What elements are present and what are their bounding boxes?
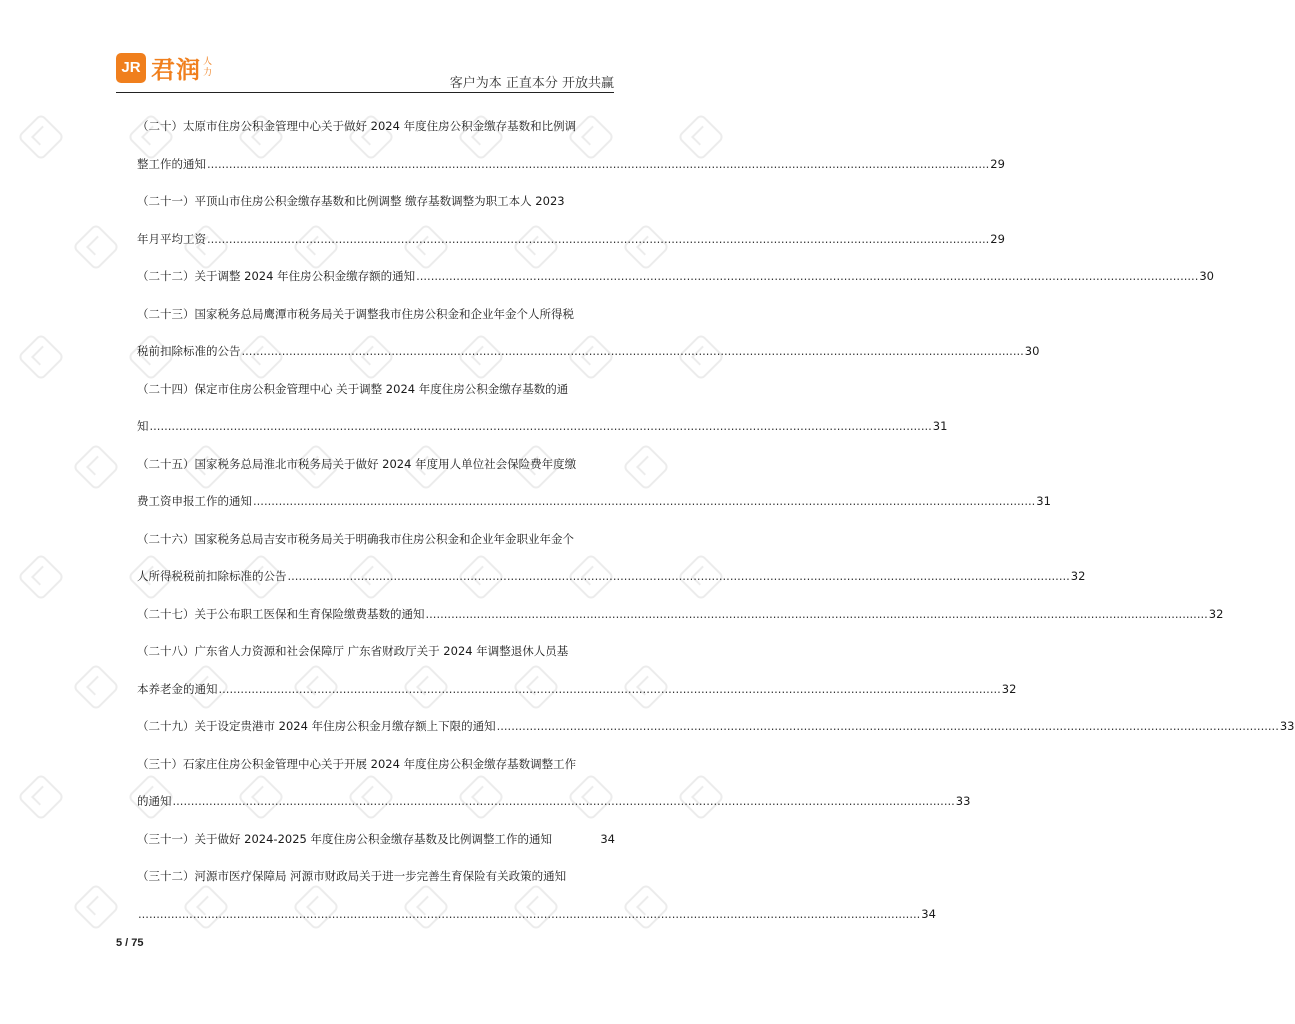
toc-entry-text: 年月平均工资 [137,231,206,246]
toc-entry-text: （二十六）国家税务总局吉安市税务局关于明确我市住房公积金和企业年金职业年金个 [137,531,574,546]
toc-line[interactable] [137,633,615,671]
logo-name: 君润 [151,56,201,84]
toc-line[interactable] [137,708,1295,746]
table-of-contents [137,108,1295,933]
page-header [116,50,614,92]
toc-line[interactable] [137,371,615,409]
toc-entry-text: （三十二）河源市医疗保障局 河源市财政局关于进一步完善生育保险有关政策的通知 [137,869,567,883]
logo-subtitle: 人力 [203,56,213,78]
toc-entry-text: （二十四）保定市住房公积金管理中心 关于调整 2024 年度住房公积金缴存基数的通 [137,381,569,396]
toc-line[interactable] [137,333,1040,371]
toc-page-number: 32 [1070,569,1086,583]
toc-leader-dots [288,558,1070,596]
toc-page-number: 33 [955,794,971,808]
toc-line[interactable] [137,183,615,221]
toc-line[interactable] [137,896,936,934]
toc-line[interactable] [137,408,948,446]
toc-page-number: 30 [1199,269,1214,283]
toc-line[interactable] [137,296,615,334]
toc-line[interactable] [137,783,971,821]
watermark-icon [72,443,120,491]
toc-line[interactable] [137,521,615,559]
watermark-icon [17,333,65,381]
toc-page-number: 30 [1024,344,1040,358]
toc-page-number: 34 [921,906,936,921]
toc-entry-text: （三十）石家庄住房公积金管理中心关于开展 2024 年度住房公积金缴存基数调整工作 [137,756,577,771]
toc-entry-text: （三十一）关于做好 2024-2025 年度住房公积金缴存基数及比例调整工作的通知 [137,831,552,846]
toc-leader-dots [426,596,1208,634]
toc-line[interactable] [137,146,1005,184]
toc-page-number: 31 [932,419,948,433]
logo-mark-icon: JR [116,53,146,83]
toc-page-number: 31 [1036,494,1051,508]
toc-entry-text: 整工作的通知 [137,156,206,171]
toc-line[interactable] [137,221,1005,259]
toc-entry-text: （二十）太原市住房公积金管理中心关于做好 2024 年度住房公积金缴存基数和比例调 [137,119,577,133]
watermark-icon [72,883,120,931]
toc-leader-dots [416,258,1198,296]
page-number: 5 / 75 [116,937,144,949]
toc-line[interactable] [137,558,1086,596]
toc-line[interactable] [137,446,615,484]
watermark-icon [17,553,65,601]
toc-leader-dots [497,708,1279,746]
toc-page-number: 32 [1001,681,1017,696]
toc-line[interactable] [137,746,615,784]
toc-entry-text: （二十三）国家税务总局鹰潭市税务局关于调整我市住房公积金和企业年金个人所得税 [137,306,574,321]
toc-page-number: 29 [990,156,1005,171]
toc-entry-text: 税前扣除标准的公告 [137,344,241,358]
toc-leader-dots [138,896,920,934]
toc-leader-dots [150,408,932,446]
toc-line[interactable] [137,258,1214,296]
toc-line[interactable] [137,483,1051,521]
header-slogan: 客户为本 正直本分 开放共赢 [449,76,614,91]
toc-entry-text: （二十一）平顶山市住房公积金缴存基数和比例调整 缴存基数调整为职工本人 2023 [137,194,565,208]
toc-leader-dots [207,146,989,184]
toc-entry-text: 费工资申报工作的通知 [137,494,252,508]
toc-leader-dots [173,783,955,821]
toc-page-number: 33 [1279,719,1295,733]
watermark-icon [72,223,120,271]
header-divider [116,92,614,93]
watermark-icon [72,663,120,711]
toc-entry-text: （二十九）关于设定贵港市 2024 年住房公积金月缴存额上下限的通知 [137,719,496,733]
toc-line[interactable] [137,671,1017,709]
toc-entry-text: 人所得税税前扣除标准的公告 [137,569,287,583]
toc-leader-dots [242,333,1024,371]
toc-entry-text: （二十五）国家税务总局淮北市税务局关于做好 2024 年度用人单位社会保险费年度缴 [137,456,577,471]
toc-line[interactable] [137,596,1224,634]
toc-page-number: 29 [990,231,1005,246]
toc-entry-text: （二十八）广东省人力资源和社会保障厅 广东省财政厅关于 2024 年调整退休人员基 [137,644,569,658]
toc-line[interactable] [137,821,615,859]
toc-entry-text: 本养老金的通知 [137,681,218,696]
company-logo [116,50,215,85]
toc-page-number: 32 [1208,606,1224,621]
watermark-icon [17,113,65,161]
toc-leader-dots [219,671,1001,709]
watermark-icon [17,773,65,821]
toc-leader-dots [207,221,989,259]
toc-line[interactable] [137,858,615,896]
toc-entry-text: 知 [137,419,149,433]
toc-line[interactable] [137,108,615,146]
toc-entry-text: （二十二）关于调整 2024 年住房公积金缴存额的通知 [137,269,416,283]
toc-page-number: 34 [600,831,615,846]
toc-entry-text: 的通知 [137,794,172,808]
toc-leader-dots [253,483,1035,521]
toc-entry-text: （二十七）关于公布职工医保和生育保险缴费基数的通知 [137,606,425,621]
